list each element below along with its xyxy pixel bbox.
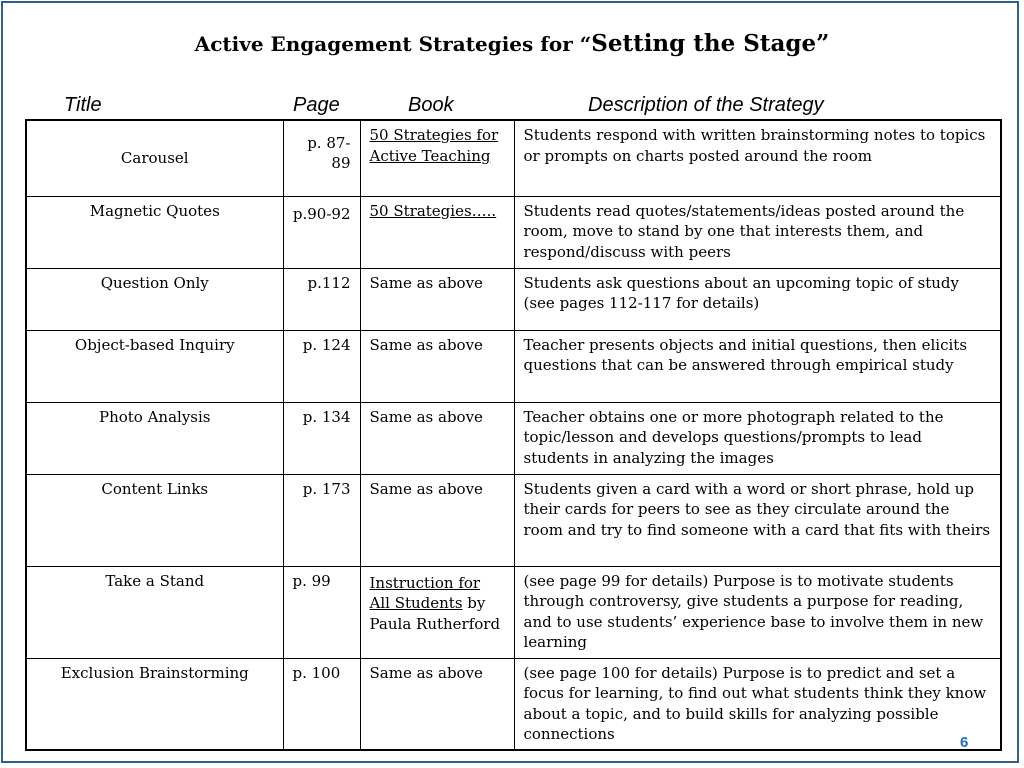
book-author: by Paula Rutherford bbox=[369, 594, 501, 633]
strategy-page: p. 87-89 bbox=[283, 120, 360, 196]
header-page: Page bbox=[293, 94, 340, 116]
strategy-page: p. 124 bbox=[283, 330, 360, 402]
strategy-title: Photo Analysis bbox=[26, 402, 283, 474]
strategies-table bbox=[25, 119, 1002, 751]
table-row bbox=[26, 120, 1001, 196]
strategy-page: p.90-92 bbox=[283, 196, 360, 268]
strategy-book: Same as above bbox=[360, 268, 514, 330]
strategy-description: Teacher presents objects and initial questions, then elicits questions that can be answered through empirical study bbox=[514, 330, 1001, 402]
table-row bbox=[26, 658, 1001, 750]
table-row bbox=[26, 196, 1001, 268]
strategy-title: Content Links bbox=[26, 474, 283, 566]
strategy-book: Same as above bbox=[360, 658, 514, 750]
strategy-description: Students respond with written brainstorming notes to topics or prompts on charts posted around the room bbox=[514, 120, 1001, 196]
strategy-title: Question Only bbox=[26, 268, 283, 330]
strategy-book bbox=[360, 196, 514, 268]
book-link[interactable]: 50 Strategies….. bbox=[369, 201, 497, 220]
table-row bbox=[26, 268, 1001, 330]
strategy-book: Same as above bbox=[360, 330, 514, 402]
strategy-book bbox=[360, 120, 514, 196]
table-row bbox=[26, 566, 1001, 658]
strategy-page: p. 173 bbox=[283, 474, 360, 566]
strategy-description: Students ask questions about an upcoming topic of study (see pages 112-117 for details) bbox=[514, 268, 1001, 330]
strategy-title: Magnetic Quotes bbox=[26, 196, 283, 268]
strategy-page: p. 100 bbox=[283, 658, 360, 750]
strategy-description: Teacher obtains one or more photograph related to the topic/lesson and develops questions/prompts to lead students in analyzing the images bbox=[514, 402, 1001, 474]
strategy-description: Students read quotes/statements/ideas posted around the room, move to stand by one that interests them, and respond/discuss with peers bbox=[514, 196, 1001, 268]
strategy-title: Exclusion Brainstorming bbox=[26, 658, 283, 750]
table-row bbox=[26, 330, 1001, 402]
strategy-book bbox=[360, 566, 514, 658]
strategy-book: Same as above bbox=[360, 474, 514, 566]
strategy-title: Object-based Inquiry bbox=[26, 330, 283, 402]
strategy-title: Carousel bbox=[26, 120, 283, 196]
strategy-book: Same as above bbox=[360, 402, 514, 474]
strategy-description: (see page 99 for details) Purpose is to motivate students through controversy, give students a purpose for reading, and to use students’ experience base to involve them in new learning bbox=[514, 566, 1001, 658]
slide-title: Active Engagement Strategies for “Setting the Stage” bbox=[194, 30, 830, 57]
header-title: Title bbox=[64, 94, 102, 116]
strategy-page: p. 99 bbox=[283, 566, 360, 658]
book-link[interactable]: Instruction for All Students bbox=[369, 573, 481, 612]
strategy-page: p.112 bbox=[283, 268, 360, 330]
strategy-description: (see page 100 for details) Purpose is to predict and set a focus for learning, to find out what students think they know about a topic, and to build skills for analyzing possible connections bbox=[514, 658, 1001, 750]
strategy-page: p. 134 bbox=[283, 402, 360, 474]
table-row bbox=[26, 402, 1001, 474]
header-book: Book bbox=[408, 94, 454, 116]
strategy-description: Students given a card with a word or short phrase, hold up their cards for peers to see as they circulate around the room and try to find someone with a card that fits with theirs bbox=[514, 474, 1001, 566]
book-link[interactable]: 50 Strategies for Active Teaching bbox=[369, 126, 499, 165]
header-description: Description of the Strategy bbox=[588, 94, 824, 116]
table-row bbox=[26, 474, 1001, 566]
page-number: 6 bbox=[960, 734, 969, 751]
strategy-title: Take a Stand bbox=[26, 566, 283, 658]
